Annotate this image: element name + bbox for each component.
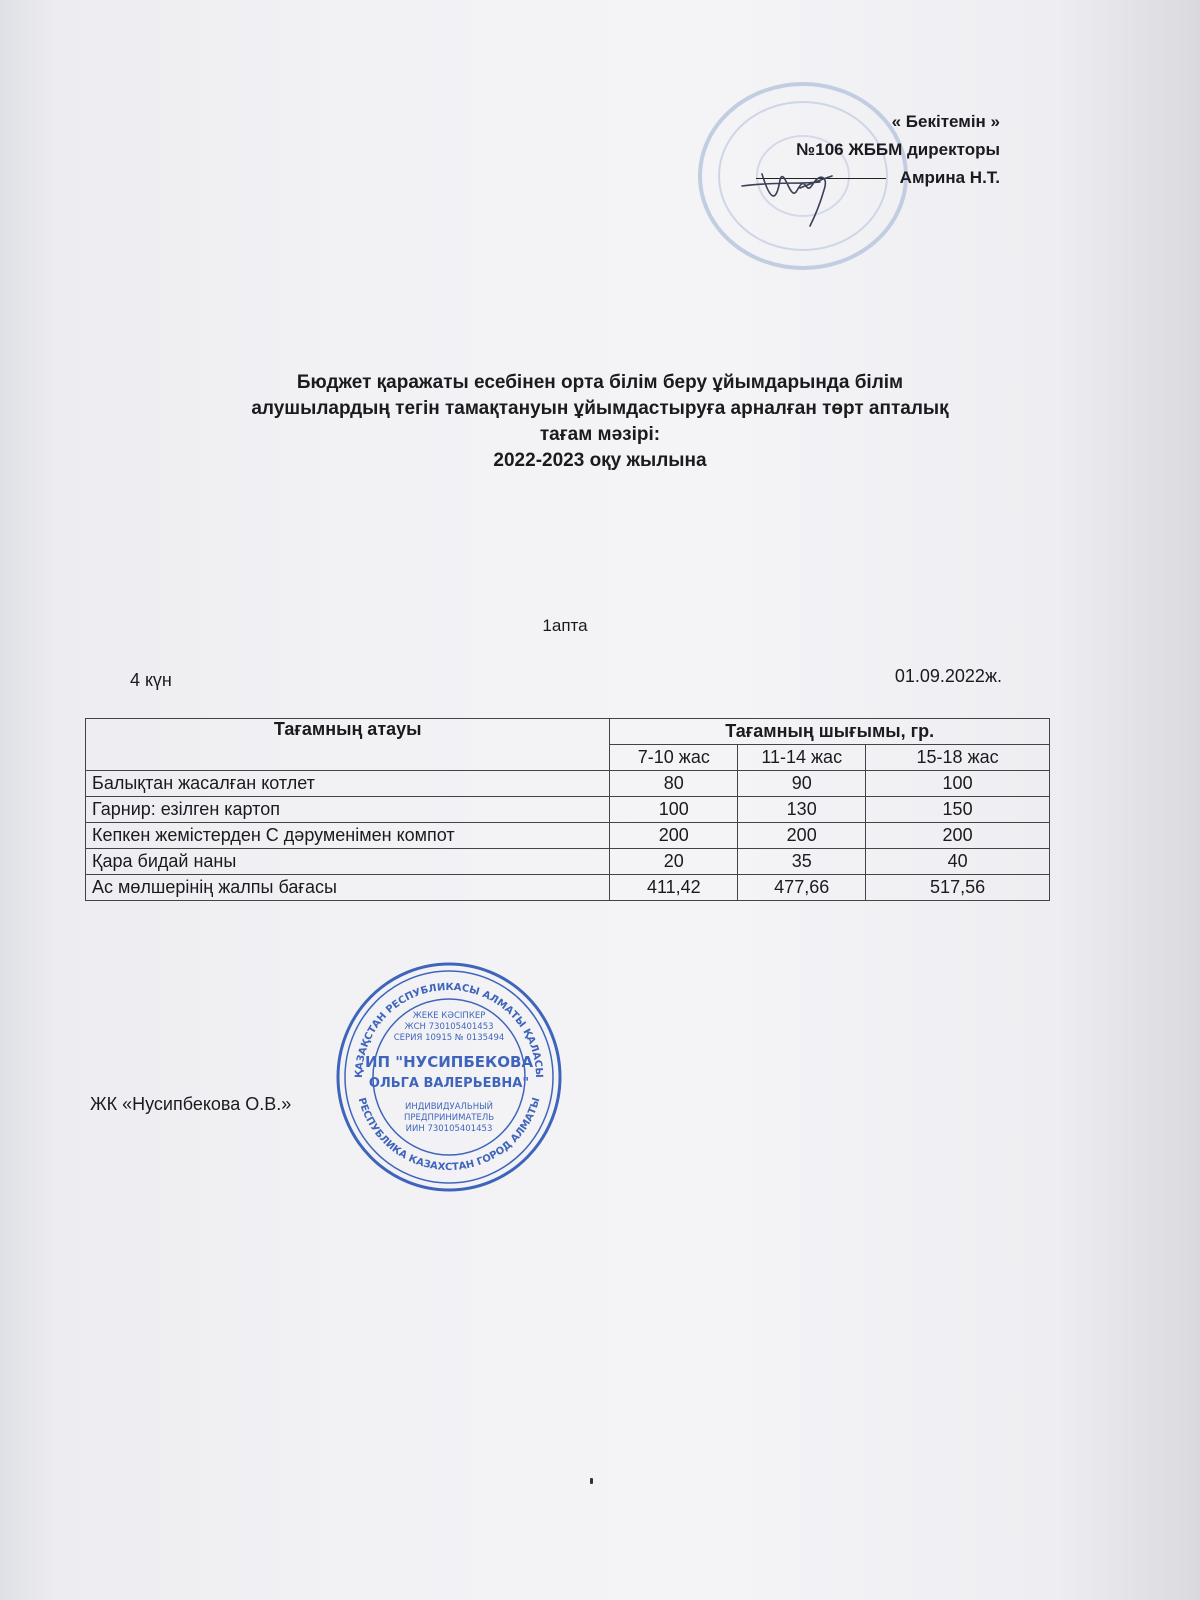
title-line-4: 2022-2023 оқу жылына: [493, 450, 707, 471]
menu-table: [85, 718, 1050, 901]
official-stamp: [334, 960, 564, 1194]
total-value: 477,66: [738, 875, 866, 901]
approval-heading: « Бекітемін »: [891, 112, 1000, 131]
stamp-line-8: ИИН 730105401453: [405, 1124, 493, 1134]
title-line-1: Бюджет қаражаты есебінен орта білім беру ұйымдарында білім: [296, 372, 904, 393]
dish-name: Қара бидай наны: [86, 849, 610, 875]
stamp-outer-bottom-text: РЕСПУБЛИКА КАЗАХСТАН ГОРОД АЛМАТЫ: [355, 1096, 543, 1174]
title-line-2: алушылардың тегін тамақтануын ұйымдастыруға арналған төрт апталық: [251, 398, 949, 419]
table-total-row: [86, 875, 1050, 901]
ink-dot: [590, 1478, 593, 1484]
title-line-3: тағам мәзірі:: [539, 424, 661, 445]
stamp-line-6: ИНДИВИДУАЛЬНЫЙ: [404, 1102, 494, 1112]
total-value: 411,42: [610, 875, 738, 901]
director-signature: [740, 160, 900, 230]
stamp-line-1: ЖЕКЕ КӘСІПКЕР: [412, 1011, 486, 1021]
document-title: [100, 370, 1100, 474]
age-group-2: 11-14 жас: [738, 745, 866, 771]
vendor-label: ЖК «Нусипбекова О.В.»: [90, 1094, 292, 1114]
stamp-line-2: ЖСН 730105401453: [404, 1022, 494, 1032]
table-row: [86, 849, 1050, 875]
age-group-3: 15-18 жас: [866, 745, 1050, 771]
date-label: 01.09.2022ж.: [894, 666, 1002, 686]
stamp-line-3: СЕРИЯ 10915 № 0135494: [393, 1033, 505, 1043]
dish-name: Балықтан жасалған котлет: [86, 771, 610, 797]
header-yield: Тағамның шығымы, гр.: [610, 719, 1050, 745]
stamp-line-5: ОЛЬГА ВАЛЕРЬЕВНА": [368, 1076, 530, 1091]
stamp-outer-top-text: ҚАЗАҚСТАН РЕСПУБЛИКАСЫ АЛМАТЫ ҚАЛАСЫ: [353, 981, 545, 1079]
dish-name: Гарнир: езілген картоп: [86, 797, 610, 823]
yield-value: 80: [610, 771, 738, 797]
yield-value: 100: [866, 771, 1050, 797]
approval-director-name: Амрина Н.Т.: [899, 168, 1000, 187]
yield-value: 40: [866, 849, 1050, 875]
total-label: Ас мөлшерінің жалпы бағасы: [86, 875, 610, 901]
approval-position: №106 ЖББМ директоры: [796, 140, 1000, 159]
table-header-row: [86, 719, 1050, 745]
header-dish-name: Тағамның атауы: [86, 719, 610, 771]
yield-value: 200: [866, 823, 1050, 849]
age-group-1: 7-10 жас: [610, 745, 738, 771]
table-row: [86, 771, 1050, 797]
dish-name: Кепкен жемістерден С дәруменімен компот: [86, 823, 610, 849]
yield-value: 35: [738, 849, 866, 875]
total-value: 517,56: [866, 875, 1050, 901]
yield-value: 130: [738, 797, 866, 823]
stamp-line-7: ПРЕДПРИНИМАТЕЛЬ: [403, 1113, 495, 1123]
yield-value: 20: [610, 849, 738, 875]
yield-value: 150: [866, 797, 1050, 823]
yield-value: 100: [610, 797, 738, 823]
day-label: 4 күн: [130, 670, 172, 690]
week-label: 1апта: [542, 616, 588, 635]
yield-value: 200: [610, 823, 738, 849]
table-row: [86, 797, 1050, 823]
stamp-line-4: ИП "НУСИПБЕКОВА: [364, 1053, 534, 1071]
table-row: [86, 823, 1050, 849]
yield-value: 200: [738, 823, 866, 849]
yield-value: 90: [738, 771, 866, 797]
